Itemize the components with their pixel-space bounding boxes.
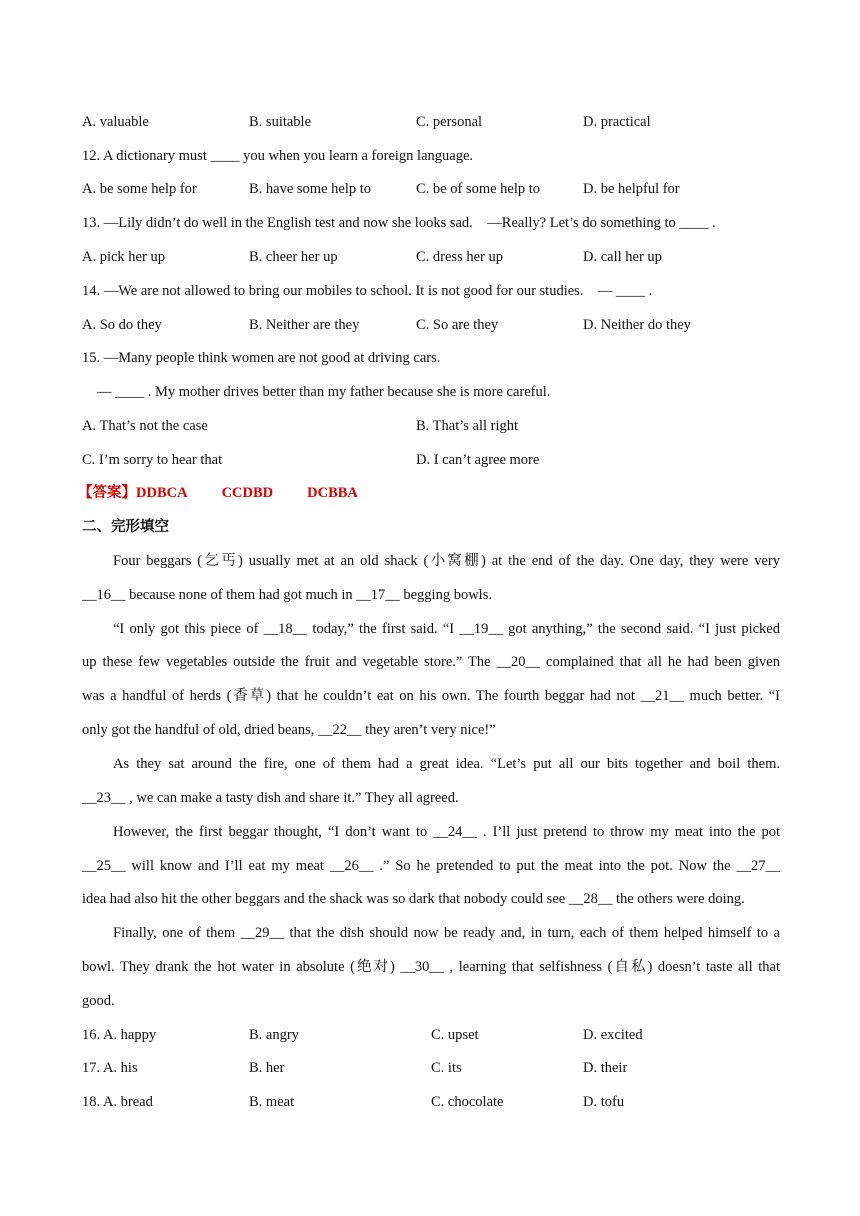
q13-option-c: C. dress her up <box>416 249 503 265</box>
passage-line: __25__ will know and I’ll eat my meat __26__ .” So he pretended to put the meat into the pot. Now the __27__ <box>82 858 780 874</box>
answer-key <box>78 483 780 503</box>
q15-option-b: B. That’s all right <box>416 418 519 434</box>
passage-line: up these few vegetables outside the fruit and vegetable store.” The __20__ complained that all he had been given <box>82 654 780 670</box>
q18-option-c: C. chocolate <box>431 1094 504 1110</box>
q15-options-row2 <box>82 450 780 470</box>
q13-option-a: A. pick her up <box>82 249 165 265</box>
q16-options <box>82 1025 780 1045</box>
q17-option-d: D. their <box>583 1060 628 1076</box>
q18-option-b: B. meat <box>249 1094 295 1110</box>
q12-stem: 12. A dictionary must ____ you when you learn a foreign language. <box>82 148 474 164</box>
passage-line: bowl. They drank the hot water in absolute (绝对) __30__ , learning that selfishness (自私) doesn’t taste all that <box>82 959 780 975</box>
q12-option-c: C. be of some help to <box>416 181 541 197</box>
passage-line: __23__ , we can make a tasty dish and share it.” They all agreed. <box>82 790 459 806</box>
q15-stem: 15. —Many people think women are not good at driving cars. <box>82 350 441 366</box>
passage-line: Finally, one of them __29__ that the dish should now be ready and, in turn, each of them helped himself to a <box>113 925 780 941</box>
passage-line: idea had also hit the other beggars and the shack was so dark that nobody could see __28__ the others were doing. <box>82 891 745 907</box>
q16-option-c: C. upset <box>431 1027 479 1043</box>
q17-options <box>82 1058 780 1078</box>
answer-group-2: CCDBD <box>221 485 274 501</box>
q11-option-b: B. suitable <box>249 114 312 130</box>
passage-line: However, the first beggar thought, “I don’t want to __24__ . I’ll just pretend to throw my meat into the pot <box>113 824 780 840</box>
passage-line: __16__ because none of them had got much in __17__ begging bowls. <box>82 587 492 603</box>
section-title: 二、完形填空 <box>82 519 169 535</box>
q13-option-d: D. call her up <box>583 249 662 265</box>
answer-group-1: DDBCA <box>136 485 188 501</box>
q14-option-a: A. So do they <box>82 317 162 333</box>
q15-option-d: D. I can’t agree more <box>416 452 540 468</box>
q15-reply: — ____ . My mother drives better than my father because she is more careful. <box>97 384 551 400</box>
q15-option-c: C. I’m sorry to hear that <box>82 452 223 468</box>
q16-option-b: B. angry <box>249 1027 299 1043</box>
q12-option-d: D. be helpful for <box>583 181 680 197</box>
q13-option-b: B. cheer her up <box>249 249 338 265</box>
q12-options <box>82 179 780 199</box>
answer-group-3: DCBBA <box>307 485 358 501</box>
passage-line: Four beggars (乞丐) usually met at an old shack (小窝棚) at the end of the day. One day, they were very <box>113 553 780 569</box>
q18-option-a: 18. A. bread <box>82 1094 153 1110</box>
q11-option-c: C. personal <box>416 114 483 130</box>
q14-option-c: C. So are they <box>416 317 499 333</box>
q15-options-row1 <box>82 416 780 436</box>
q14-option-b: B. Neither are they <box>249 317 360 333</box>
q18-options <box>82 1092 780 1112</box>
q11-option-d: D. practical <box>583 114 651 130</box>
passage-line: As they sat around the fire, one of them had a great idea. “Let’s put all our bits together and boil them. <box>113 756 780 772</box>
q17-option-a: 17. A. his <box>82 1060 138 1076</box>
q16-option-d: D. excited <box>583 1027 643 1043</box>
q13-options <box>82 247 780 267</box>
q16-option-a: 16. A. happy <box>82 1027 157 1043</box>
answer-label: 【答案】 <box>78 485 136 501</box>
passage-line: “I only got this piece of __18__ today,” the first said. “I __19__ got anything,” the second said. “I just picked <box>113 621 780 637</box>
q11-options <box>82 112 780 132</box>
q13-stem: 13. —Lily didn’t do well in the English test and now she looks sad. —Really? Let’s do something to ____ . <box>82 215 716 231</box>
passage-line: was a handful of herds (香草) that he couldn’t eat on his own. The fourth beggar had not __21__ much better. “I <box>82 688 780 704</box>
passage-line: good. <box>82 993 115 1009</box>
q14-stem: 14. —We are not allowed to bring our mobiles to school. It is not good for our studies. — ____ . <box>82 283 653 299</box>
passage-line: only got the handful of old, dried beans, __22__ they aren’t very nice!” <box>82 722 496 738</box>
q12-option-a: A. be some help for <box>82 181 197 197</box>
q14-option-d: D. Neither do they <box>583 317 691 333</box>
q12-option-b: B. have some help to <box>249 181 372 197</box>
q18-option-d: D. tofu <box>583 1094 625 1110</box>
q14-options <box>82 315 780 335</box>
q11-option-a: A. valuable <box>82 114 149 130</box>
q17-option-b: B. her <box>249 1060 285 1076</box>
q17-option-c: C. its <box>431 1060 462 1076</box>
q15-option-a: A. That’s not the case <box>82 418 208 434</box>
